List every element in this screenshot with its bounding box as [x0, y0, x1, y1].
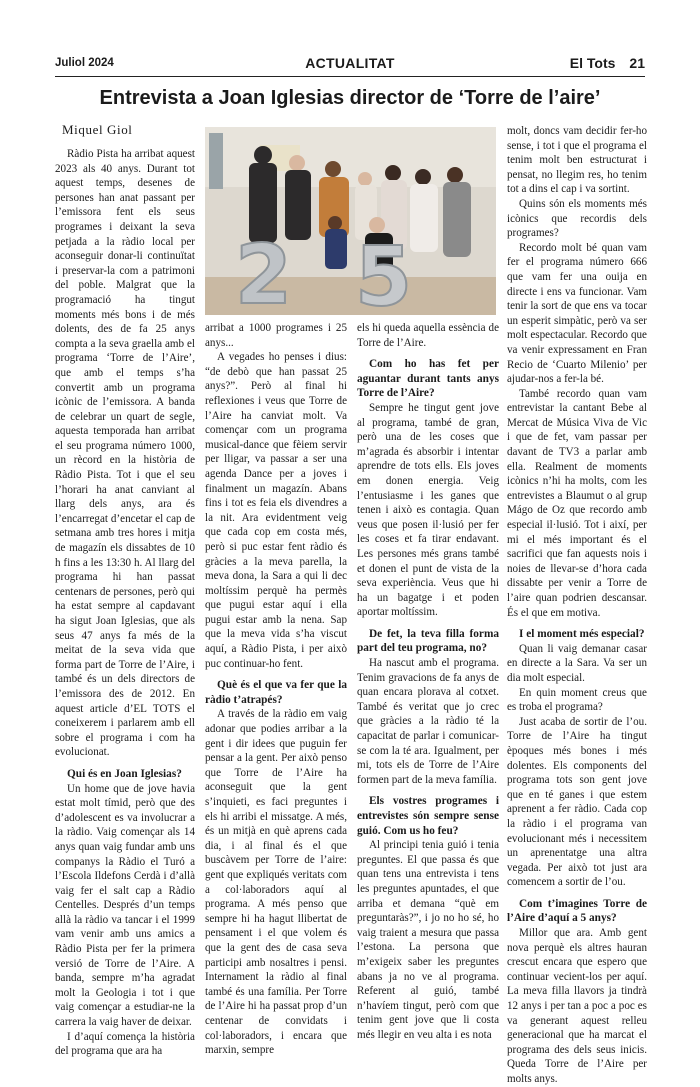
issue-date: Juliol 2024 — [55, 57, 114, 69]
question-heading: Què és el que va fer que la ràdio t’atrapés? — [205, 679, 347, 706]
body-paragraph: Just acaba de sortir de l’ou. Torre de l’Aire ha tingut èpoques més bones i més dolentes. Els components del programa tots son gent jove que en té ganes i que estem aprenent a fer ràdio. Cada cop la ràdio i el programa van evolucionant més i necessitem un aprenentatge una altra vegada. Per això tot just ara comencem a sortir de l’ou. — [507, 715, 647, 889]
answer-paragraph: Quan li vaig demanar casar en directe a la Sara. Va ser un dia molt especial. — [507, 642, 647, 684]
svg-text:2: 2 — [235, 228, 293, 323]
section-title: ACTUALITAT — [305, 55, 395, 71]
group-photo — [205, 127, 496, 325]
article-column-2 — [205, 321, 347, 1058]
answer-paragraph: Millor que ara. Amb gent nova perquè els altres hauran crescut encara que espero que continuar vecient-los per aquí. La meva filla llavors ja tindrà 12 anys i per tan a poc a poc es va generant aquest relleu generacional que ha marcat el programa des dels seus inicis. Queda Torre de l’Aire per molts anys. — [507, 927, 647, 1085]
question-heading: De fet, la teva filla forma part del teu programa, no? — [357, 627, 499, 655]
body-paragraph: arribat a 1000 programes i 25 anys... — [205, 322, 347, 349]
question-heading: Com t’imagines Torre de l’Aire d’aquí a 5 anys? — [507, 897, 647, 925]
article-column-3 — [357, 321, 499, 1043]
publication-name: El Tots — [569, 55, 616, 71]
article-headline: Entrevista a Joan Iglesias director de ‘Torre de l’aire’ — [99, 87, 601, 109]
answer-paragraph: Al principi tenia guió i tenia preguntes. El que passa és que quan tens una entrevista i tens les preguntes apuntades, el que arriba et demana “què em preguntaràs?”, i jo no ho sé, ho vaig traient a mesura que passa l’estona. La persona que m’exigeix saber les preguntes abans ja no ve al programa. Referent al guió, també n’havíem tingut, però com que tenim gent jove que li costa més llegir en veu alta i es nota — [357, 839, 499, 1041]
question-heading: Com ho has fet per aguantar durant tants anys Torre de l’Aire? — [357, 358, 499, 400]
article-column-1 — [55, 147, 195, 1059]
question-heading: I el moment més especial? — [519, 628, 645, 641]
body-paragraph: Recordo molt bé quan vam fer el programa número 666 que vam fer una ouija en directe i ens va funcionar. Vam tenir la sort de que ens va tocar un esperit simpàtic, però va ser molt espectacular. Recordo que va venir expressament en Fran Recio de ‘Cuarto Milenio’ per ajudar-nos a fer-la bé. — [507, 241, 647, 386]
publication-info — [570, 55, 645, 71]
body-paragraph: Quins són els moments més icònics que recordis dels programes? — [507, 197, 647, 240]
article-column-4 — [507, 124, 647, 1087]
article-author: Miquel Giol — [62, 122, 133, 137]
question-heading: Qui és en Joan Iglesias? — [67, 767, 182, 780]
question-heading: Els vostres programes i entrevistes són sempre sense guió. Com us ho feu? — [357, 795, 499, 837]
body-paragraph: A vegades ho penses i dius: “de debò que han passat 25 anys?”. Però al final hi reflexiones i veus que Torre de l’Aire ha canviat molt. Va començar com un programa musical-dance que fèiem servir per lligar, va passar a ser una agenda Dance per a joves i finalment un magazín. Abans fins i tot es feia els divendres a la nit. Ara evidentment veig que cada cop em costa més, però si puc estar fent ràdio és gràcies a la meva parella, la meva dona, la Sara a qui li dec moltíssim perquè ha permès que pugui estar aquí i ella pugui estar amb la nena. Sap que la meva vida s’ha viscut aquí, a Ràdio Pista, i per això puc continuar-ho fent. — [205, 351, 347, 670]
body-paragraph: També recordo quan vam entrevistar la cantant Bebe al Mercat de Música Viva de Vic i que de fet, vam passar per davant de TV3 a parlar amb ella. Realment de moments icònics n’hi ha molts, com les entrevistes a Blaumut o al grup Mágo de Oz que recordo amb especial il·lusió. Tot i així, per mi el més important és el sacrifici que fan aquests nois i noies de llevar-se d’hora cada dissabte per venir a Torre de l’aire quan podrien descansar. És el que em motiva. — [507, 387, 647, 619]
body-paragraph: En quin moment creus que es troba el programa? — [507, 686, 647, 714]
body-paragraph: I d’aquí comença la història del programa que ara ha — [55, 1030, 195, 1058]
intro-paragraph: Ràdio Pista ha arribat aquest 2023 als 40 anys. Durant tot aquest temps, desenes de persones han anat passant per l’emissora fent els seus programes i deixant la seva petjada a la ràdio local per aconseguir donar-li continuïtat i preservar-la com a patrimoni del poble. Malgrat que la programació ha tingut moments més bons i de més dolents, des de fa 25 anys compta a la seva graella amb el programa ‘Torre de l’Aire’, que amb el temps s’ha convertit amb un programa icònic de l’emissora. A banda de celebrar un quart de segle, aquesta temporada han arribat el seu programa número 1000, un rècord en la història de Ràdio Pista. Tot i que el seu l’horari ha anat canviant al llarg dels anys, ara és l’encarregat d’encetar el cap de setmana amb tres hores i mitja de magazín els dissabtes de 10 h fins a les 13:30 h. Al llarg del programa hi han passat centenars de persones, però qui ha estat sempre al capdavant ha sigut Joan Iglesias, que als seus 47 anys fa més de la meitat de la seva vida que forma part de Torre de l’Aire, i també és un dels directors de l’emissora des de 2012. En aquest article d’EL TOTS el coneixerem i parlarem amb ell sobre el programa i com ha evolucionat. — [55, 148, 195, 759]
answer-paragraph: Ha nascut amb el programa. Tenim gravacions de fa anys de quan encara plorava al cotxet. També és veritat que jo crec que gràcies a la ràdio té la capacitat de parlar i comunicar-se com la té ara. Igualment, per mi, tots els de Torre de l’Aire formen part de la meva família. — [357, 657, 499, 786]
answer-paragraph: Sempre he tingut gent jove al programa, també de gran, però una de les coses que m’agrada és absorbir i intentar aprendre de tots ells. Els joves em donen energia. Veig l’entusiasme i les ganes que tenen i això es contagia. Quan veus que posen il·lusió per fer les coses et fa tirar endavant. Les persones més grans també et donen el punt de vista de la seva experiència. Veus que hi ha un bagatge i et poden aportar moltíssim. — [357, 401, 499, 619]
svg-text:5: 5 — [355, 230, 413, 325]
answer-paragraph: Un home que de jove havia estat molt tímid, però que des d’adolescent es va involucrar a la ràdio. Vaig començar als 14 anys quan vaig fundar amb uns companys la Ràdio el Turó a l’Escola Ildefons Cerdà i d’allà vaig fer el salt cap a Ràdio Centelles. Després d’un temps allà la ràdio va tancar i el 1999 vam venir amb uns amics a Ràdio Pista per fer la primera versió de Torre de l’Aire. A banda, sempre m’ha agradat molt la Geologia i tot i que vaig començar a estudiar-ne la carrera la vaig haver de deixar. — [55, 782, 195, 1029]
page-header — [55, 55, 645, 77]
answer-paragraph: A través de la ràdio em vaig adonar que podies arribar a la gent i dir idees que puguin fer pensar a la gent. Per això penso que Torre de l’Aire ha aconseguit que la gent s’inquieti, es faci preguntes i els hi arribi el missatge. A més, és un mitjà en què aprens cada dia, i al final és el que buscàvem per Torre de l’aire: gent que expliqués veritats com a col·laboradors aquí al programa. A més penso que sempre hi ha hagut llibertat de pensament i el que volem és que la gent des de casa seva participi amb nosaltres i pensi. Internament la ràdio al final també és una família. Per Torre de l’Aire hi ha passat prop d’un centenar de convidats i col·laboradors, i encara que marxin, sempre — [205, 708, 347, 1057]
body-paragraph: molt, doncs vam decidir fer-ho sense, i tot i que el programa el tenim molt ben estructurat i pensat, no llegim res, ho tenim tot a dins el cap i va sortint. — [507, 125, 647, 196]
group-photo-illustration — [205, 127, 496, 325]
page-number: 21 — [629, 55, 645, 71]
body-paragraph: els hi queda aquella essència de Torre de l’Aire. — [357, 322, 499, 349]
